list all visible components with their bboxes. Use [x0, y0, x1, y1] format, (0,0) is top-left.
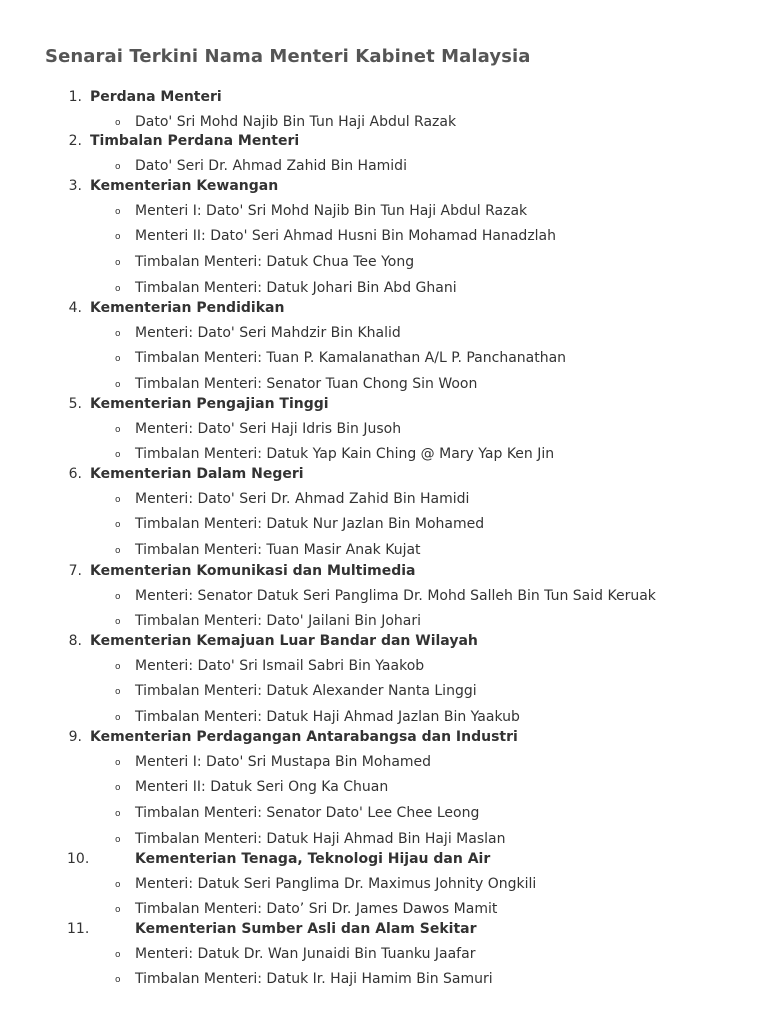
bullet-icon: o: [115, 905, 121, 916]
section-title: Kementerian Perdagangan Antarabangsa dan Industri: [90, 729, 518, 745]
bullet-icon: o: [115, 232, 121, 243]
item-text: Timbalan Menteri: Datuk Alexander Nanta Linggi: [135, 683, 477, 700]
item-text: Timbalan Menteri: Datuk Johari Bin Abd Ghani: [135, 279, 457, 296]
item-text: Menteri: Senator Datuk Seri Panglima Dr. Mohd Salleh Bin Tun Said Keruak: [135, 587, 656, 604]
bullet-icon: o: [115, 283, 121, 294]
item-text: Timbalan Menteri: Datuk Ir. Haji Hamim Bin Samuri: [135, 971, 493, 988]
section-number: 7.: [68, 563, 82, 579]
section-number: 1.: [68, 89, 82, 105]
section-number: 6.: [68, 466, 82, 482]
bullet-icon: o: [115, 520, 121, 531]
bullet-icon: o: [115, 206, 121, 217]
bullet-icon: o: [115, 783, 121, 794]
section-number: 10.: [67, 851, 90, 867]
bullet-icon: o: [115, 450, 121, 461]
item-text: Timbalan Menteri: Datuk Haji Ahmad Bin Haji Maslan: [135, 830, 506, 847]
item-text: Timbalan Menteri: Datuk Chua Tee Yong: [135, 254, 415, 271]
bullet-icon: o: [115, 591, 121, 602]
bullet-icon: o: [115, 879, 121, 890]
bullet-icon: o: [115, 258, 121, 269]
bullet-icon: o: [115, 328, 121, 339]
item-text: Menteri I: Dato' Sri Mustapa Bin Mohamed: [135, 753, 432, 770]
section-number: 2.: [68, 133, 82, 149]
item-text: Timbalan Menteri: Senator Tuan Chong Sin Woon: [135, 376, 478, 393]
bullet-icon: o: [115, 117, 121, 128]
item-text: Timbalan Menteri: Datuk Nur Jazlan Bin Mohamed: [135, 516, 485, 533]
section-number: 11.: [67, 921, 90, 937]
item-text: Menteri II: Dato' Seri Ahmad Husni Bin Mohamad Hanadzlah: [135, 228, 557, 245]
item-text: Menteri II: Datuk Seri Ong Ka Chuan: [135, 779, 389, 796]
bullet-icon: o: [115, 424, 121, 435]
item-text: Menteri: Dato' Seri Dr. Ahmad Zahid Bin Hamidi: [135, 490, 470, 507]
item-text: Timbalan Menteri: Dato’ Sri Dr. James Dawos Mamit: [135, 901, 498, 918]
item-text: Dato' Sri Mohd Najib Bin Tun Haji Abdul Razak: [135, 113, 457, 130]
bullet-icon: o: [115, 713, 121, 724]
section-title: Kementerian Pengajian Tinggi: [90, 396, 329, 412]
bullet-icon: o: [115, 161, 121, 172]
section-number: 5.: [68, 396, 82, 412]
section-title: Kementerian Pendidikan: [90, 300, 285, 316]
section-title: Kementerian Kewangan: [90, 178, 279, 194]
section-number: 4.: [68, 300, 82, 316]
item-text: Menteri I: Dato' Sri Mohd Najib Bin Tun Haji Abdul Razak: [135, 202, 528, 219]
section-number: 9.: [68, 729, 82, 745]
item-text: Menteri: Dato' Seri Mahdzir Bin Khalid: [135, 324, 401, 341]
bullet-icon: o: [115, 546, 121, 557]
section-title: Kementerian Dalam Negeri: [90, 466, 304, 482]
item-text: Menteri: Dato' Sri Ismail Sabri Bin Yaakob: [135, 657, 425, 674]
item-text: Timbalan Menteri: Senator Dato' Lee Chee Leong: [135, 805, 480, 822]
item-text: Menteri: Dato' Seri Haji Idris Bin Jusoh: [135, 420, 402, 437]
bullet-icon: o: [115, 757, 121, 768]
section-title: Kementerian Komunikasi dan Multimedia: [90, 563, 416, 579]
bullet-icon: o: [115, 494, 121, 505]
item-text: Timbalan Menteri: Datuk Yap Kain Ching @ Mary Yap Ken Jin: [135, 446, 555, 463]
section-title: Kementerian Sumber Asli dan Alam Sekitar: [135, 921, 477, 937]
section-number: 3.: [68, 178, 82, 194]
bullet-icon: o: [115, 354, 121, 365]
bullet-icon: o: [115, 380, 121, 391]
item-text: Menteri: Datuk Seri Panglima Dr. Maximus Johnity Ongkili: [135, 875, 537, 892]
item-text: Timbalan Menteri: Tuan Masir Anak Kujat: [135, 542, 421, 559]
bullet-icon: o: [115, 809, 121, 820]
bullet-icon: o: [115, 687, 121, 698]
section-title: Kementerian Kemajuan Luar Bandar dan Wilayah: [90, 633, 478, 649]
bullet-icon: o: [115, 975, 121, 986]
page-title: Senarai Terkini Nama Menteri Kabinet Malaysia: [45, 46, 531, 67]
bullet-icon: o: [115, 834, 121, 845]
section-number: 8.: [68, 633, 82, 649]
bullet-icon: o: [115, 661, 121, 672]
item-text: Timbalan Menteri: Dato' Jailani Bin Johari: [135, 613, 421, 630]
bullet-icon: o: [115, 617, 121, 628]
bullet-icon: o: [115, 949, 121, 960]
item-text: Dato' Seri Dr. Ahmad Zahid Bin Hamidi: [135, 157, 407, 174]
item-text: Timbalan Menteri: Tuan P. Kamalanathan A/L P. Panchanathan: [135, 350, 567, 367]
item-text: Timbalan Menteri: Datuk Haji Ahmad Jazlan Bin Yaakub: [135, 709, 520, 726]
item-text: Menteri: Datuk Dr. Wan Junaidi Bin Tuanku Jaafar: [135, 945, 476, 962]
section-title: Perdana Menteri: [90, 89, 222, 105]
section-title: Timbalan Perdana Menteri: [90, 133, 300, 149]
section-title: Kementerian Tenaga, Teknologi Hijau dan Air: [135, 851, 491, 867]
